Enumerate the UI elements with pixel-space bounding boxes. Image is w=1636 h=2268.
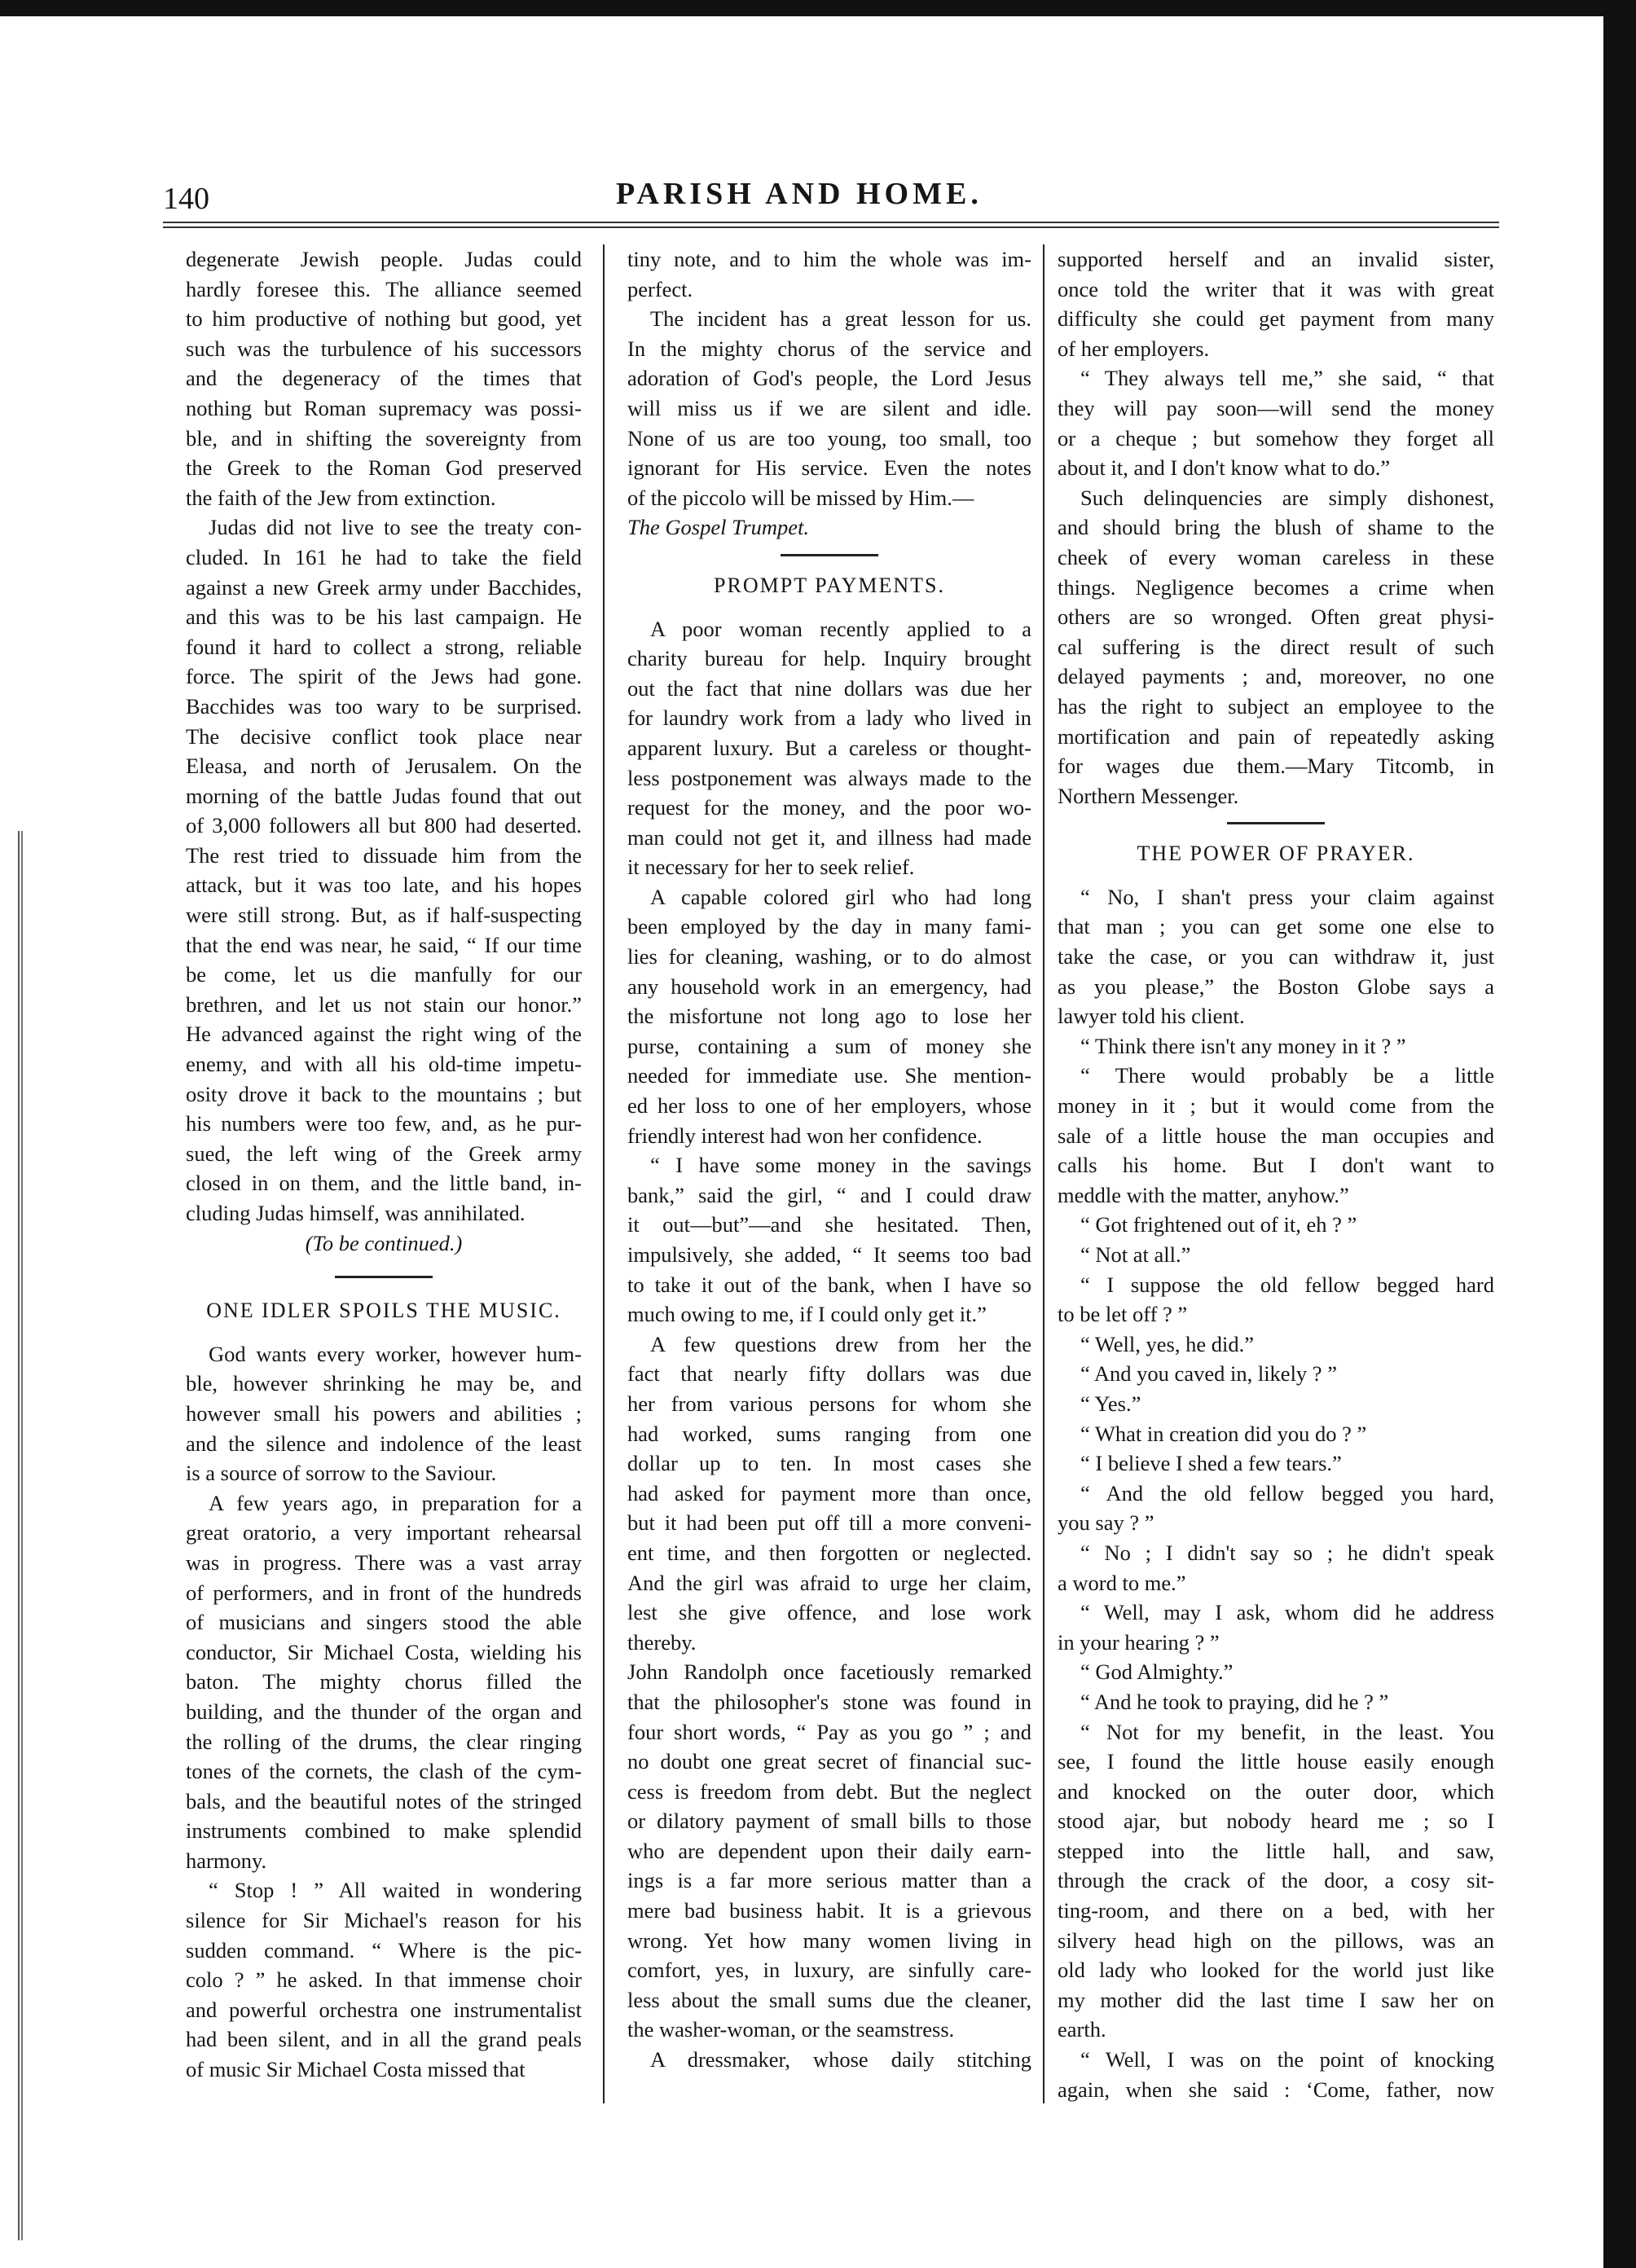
header-rule-double bbox=[163, 226, 1499, 228]
text-line: morning of the battle Judas found that out bbox=[186, 783, 582, 808]
scan-left-edge bbox=[18, 831, 24, 2240]
text-line: however small his powers and abilities ; bbox=[186, 1400, 582, 1426]
paragraph bbox=[627, 614, 1031, 882]
text-line: much owing to me, if I could only get it.” bbox=[627, 1302, 987, 1327]
text-line: calls his home. But I don't want to bbox=[1058, 1153, 1494, 1178]
section-separator bbox=[335, 1276, 433, 1278]
paragraph bbox=[627, 1150, 1031, 1330]
continued-note: (To be continued.) bbox=[305, 1230, 463, 1255]
paragraph bbox=[186, 244, 582, 512]
text-line: of music Sir Michael Costa missed that bbox=[186, 2057, 526, 2082]
text-line: had worked, sums ranging from one bbox=[627, 1421, 1031, 1446]
text-line: “ There would probably be a little bbox=[1080, 1063, 1494, 1088]
text-line: mere bad business habit. It is a grievous bbox=[627, 1898, 1031, 1923]
text-line: against a new Greek army under Bacchides, bbox=[186, 574, 582, 600]
text-line: sudden command. “ Where is the pic- bbox=[186, 1937, 582, 1963]
text-line: ignorant for His service. Even the notes bbox=[627, 455, 1031, 481]
article-heading: ONE IDLER SPOILS THE MUSIC. bbox=[206, 1299, 561, 1323]
paragraph bbox=[186, 1875, 582, 2084]
text-line: and powerful orchestra one instrumentalist bbox=[186, 1997, 582, 2022]
text-line: the rolling of the drums, the clear ringing bbox=[186, 1729, 582, 1754]
text-line: for wages due them.—Mary Titcomb, in bbox=[1058, 754, 1494, 779]
text-line: difficulty she could get payment from many bbox=[1058, 306, 1494, 332]
text-line: apparent luxury. But a careless or thought- bbox=[627, 735, 1031, 760]
text-line: “ Well, I was on the point of knocking bbox=[1080, 2047, 1494, 2072]
paragraph bbox=[1058, 1389, 1494, 1419]
text-line: instruments combined to make splendid bbox=[186, 1818, 582, 1844]
text-line: Such delinquencies are simply dishonest, bbox=[1080, 485, 1494, 510]
text-line: building, and the thunder of the organ and bbox=[186, 1699, 582, 1724]
paragraph bbox=[1058, 1598, 1494, 1657]
text-line: had been silent, and in all the grand peals bbox=[186, 2027, 582, 2052]
text-line: request for the money, and the poor wo- bbox=[627, 795, 1031, 820]
text-line: In the mighty chorus of the service and bbox=[627, 336, 1031, 361]
text-line: “ Think there isn't any money in it ? ” bbox=[1080, 1033, 1406, 1058]
text-line: “ And the old fellow begged you hard, bbox=[1080, 1480, 1494, 1505]
paragraph bbox=[1058, 1479, 1494, 1538]
page-header bbox=[163, 160, 1499, 225]
text-line: that the philosopher's stone was found in bbox=[627, 1689, 1031, 1714]
text-line: charity bureau for help. Inquiry brought bbox=[627, 646, 1031, 671]
text-line: ings is a far more serious matter than a bbox=[627, 1868, 1031, 1893]
text-line: friendly interest had won her confidence. bbox=[627, 1123, 983, 1148]
paragraph bbox=[1058, 2045, 1494, 2104]
text-line: enemy, and with all his old-time impetu- bbox=[186, 1052, 582, 1077]
text-line: nothing but Roman supremacy was possi- bbox=[186, 395, 582, 420]
running-head: PARISH AND HOME. bbox=[616, 177, 983, 211]
text-line: “ I have some money in the savings bbox=[650, 1153, 1031, 1178]
text-line: “ Got frightened out of it, eh ? ” bbox=[1080, 1212, 1357, 1237]
paragraph bbox=[627, 244, 1031, 304]
article-heading: THE POWER OF PRAYER. bbox=[1137, 842, 1415, 866]
text-line: supported herself and an invalid sister, bbox=[1058, 247, 1494, 271]
text-line: it necessary for her to seek relief. bbox=[627, 855, 915, 880]
paragraph bbox=[1058, 1448, 1494, 1479]
paragraph bbox=[1058, 1687, 1494, 1717]
text-line: and the silence and indolence of the least bbox=[186, 1431, 582, 1456]
paragraph bbox=[627, 1657, 1031, 2045]
text-line: of musicians and singers stood the able bbox=[186, 1610, 582, 1635]
text-line: tones of the cornets, the clash of the cym- bbox=[186, 1759, 582, 1784]
text-line: found it hard to collect a strong, reliable bbox=[186, 634, 582, 659]
text-line: A few questions drew from her the bbox=[650, 1331, 1031, 1356]
text-line: God wants every worker, however hum- bbox=[209, 1341, 582, 1366]
text-line: osity drove it back to the mountains ; but bbox=[186, 1081, 582, 1106]
text-line: my mother did the last time I saw her on bbox=[1058, 1987, 1494, 2012]
text-line: “ No, I shan't press your claim against bbox=[1080, 884, 1494, 909]
paragraph bbox=[1058, 1330, 1494, 1360]
text-line: such was the turbulence of his successors bbox=[186, 336, 582, 361]
text-line: money in it ; but it would come from the bbox=[1058, 1093, 1494, 1119]
text-line: earth. bbox=[1058, 2017, 1106, 2042]
text-line: through the crack of the door, a cosy sit- bbox=[1058, 1868, 1494, 1893]
text-line: they will pay soon—will send the money bbox=[1058, 395, 1494, 420]
text-line: her from various persons for whom she bbox=[627, 1391, 1031, 1416]
text-line: wrong. Yet how many women living in bbox=[627, 1927, 1031, 1953]
text-line: John Randolph once facetiously remarked bbox=[627, 1659, 1031, 1685]
text-line: and knocked on the outer door, which bbox=[1058, 1778, 1494, 1804]
text-line: had asked for payment more than once, bbox=[627, 1480, 1031, 1505]
text-line: ting-room, and there on a bed, with her bbox=[1058, 1898, 1494, 1923]
column-2 bbox=[627, 244, 1031, 2075]
text-line: of 3,000 followers all but 800 had deserted. bbox=[186, 813, 582, 838]
text-line: baton. The mighty chorus filled the bbox=[186, 1669, 582, 1694]
text-line: And the girl was afraid to urge her claim, bbox=[627, 1570, 1031, 1595]
paragraph bbox=[1058, 1240, 1494, 1270]
paragraph bbox=[1058, 1717, 1494, 2046]
text-line: the faith of the Jew from extinction. bbox=[186, 485, 496, 510]
column-rule bbox=[1043, 244, 1044, 2103]
text-line: of the piccolo will be missed by Him.— bbox=[627, 485, 974, 510]
text-line: The rest tried to dissuade him from the bbox=[186, 842, 582, 868]
text-line: “ Not at all.” bbox=[1080, 1242, 1191, 1267]
paragraph bbox=[627, 304, 1031, 512]
column-3 bbox=[1058, 244, 1494, 2104]
text-line: to be let off ? ” bbox=[1058, 1302, 1188, 1327]
text-line: less postponement was always made to the bbox=[627, 765, 1031, 790]
text-line: cheek of every woman careless in these bbox=[1058, 544, 1494, 569]
text-line: The decisive conflict took place near bbox=[186, 723, 582, 749]
text-line: “ God Almighty.” bbox=[1080, 1659, 1234, 1685]
text-line: been employed by the day in many fami- bbox=[627, 914, 1031, 939]
text-line: were still strong. But, as if half-suspecting bbox=[186, 903, 582, 928]
scan-right-border bbox=[1603, 0, 1636, 2268]
text-line: “ Well, yes, he did.” bbox=[1080, 1331, 1254, 1356]
text-line: force. The spirit of the Jews had gone. bbox=[186, 664, 582, 689]
text-line: lies for cleaning, washing, or to do almost bbox=[627, 944, 1031, 969]
paragraph bbox=[627, 1330, 1031, 1658]
text-line: cluded. In 161 he had to take the field bbox=[186, 544, 582, 569]
column-1 bbox=[186, 244, 582, 2085]
text-line: cess is freedom from debt. But the neglect bbox=[627, 1778, 1031, 1804]
text-line: fact that nearly fifty dollars was due bbox=[627, 1361, 1031, 1387]
text-line: has the right to subject an employee to the bbox=[1058, 693, 1494, 719]
text-line: “ I suppose the old fellow begged hard bbox=[1080, 1272, 1494, 1297]
text-line: colo ? ” he asked. In that immense choir bbox=[186, 1967, 582, 1993]
paragraph bbox=[1058, 1061, 1494, 1210]
text-line: out the fact that nine dollars was due her bbox=[627, 675, 1031, 701]
text-line: the Greek to the Roman God preserved bbox=[186, 455, 582, 481]
section-separator bbox=[781, 554, 878, 556]
text-line: will miss us if we are silent and idle. bbox=[627, 395, 1031, 420]
text-line: “ Yes.” bbox=[1080, 1391, 1141, 1416]
text-line: you say ? ” bbox=[1058, 1510, 1154, 1536]
text-line: perfect. bbox=[627, 276, 693, 301]
text-line: who are dependent upon their daily earn- bbox=[627, 1838, 1031, 1863]
text-line: Bacchides was too wary to be surprised. bbox=[186, 693, 582, 719]
text-line: ble, and in shifting the sovereignty from bbox=[186, 425, 582, 451]
text-line: sale of a little house the man occupies and bbox=[1058, 1123, 1494, 1148]
article-heading: PROMPT PAYMENTS. bbox=[714, 573, 945, 597]
text-line: He advanced against the right wing of the bbox=[186, 1022, 582, 1047]
paragraph bbox=[1058, 1419, 1494, 1449]
text-line: or a cheque ; but somehow they forget all bbox=[1058, 425, 1494, 451]
text-line: ed her loss to one of her employers, whose bbox=[627, 1093, 1031, 1119]
paragraph bbox=[1058, 1210, 1494, 1240]
text-line: and this was to be his last campaign. He bbox=[186, 604, 582, 630]
text-line: of performers, and in front of the hundreds bbox=[186, 1580, 582, 1605]
text-line: mortification and pain of repeatedly asking bbox=[1058, 723, 1494, 749]
text-line: silvery head high on the pillows, was an bbox=[1058, 1927, 1494, 1953]
paragraph bbox=[1058, 363, 1494, 482]
text-line: sued, the left wing of the Greek army bbox=[186, 1141, 582, 1166]
text-line: others are so wronged. Often great physi- bbox=[1058, 604, 1494, 630]
scan-top-border bbox=[0, 0, 1636, 16]
text-line: bals, and the beautiful notes of the stringed bbox=[186, 1788, 582, 1813]
text-line: “ I believe I shed a few tears.” bbox=[1080, 1451, 1342, 1476]
text-line: a word to me.” bbox=[1058, 1570, 1186, 1595]
text-line: lest she give offence, and lose work bbox=[627, 1600, 1031, 1625]
text-line: the washer-woman, or the seamstress. bbox=[627, 2017, 955, 2042]
text-line: things. Negligence becomes a crime when bbox=[1058, 574, 1494, 600]
text-line: dollar up to ten. In most cases she bbox=[627, 1451, 1031, 1476]
text-line: stood ajar, but nobody heard me ; so I bbox=[1058, 1809, 1494, 1834]
paragraph bbox=[1058, 1359, 1494, 1389]
text-line: “ No ; I didn't say so ; he didn't speak bbox=[1080, 1540, 1494, 1565]
paragraph bbox=[1058, 1538, 1494, 1598]
text-line: that the end was near, he said, “ If our time bbox=[186, 932, 582, 957]
paragraph bbox=[1058, 1657, 1494, 1687]
text-line: Northern Messenger. bbox=[1058, 783, 1239, 808]
paragraph bbox=[1058, 244, 1494, 363]
text-line: the misfortune not long ago to lose her bbox=[627, 1004, 1031, 1029]
text-line: as you please,” the Boston Globe says a bbox=[1058, 974, 1494, 999]
text-line: or dilatory payment of small bills to those bbox=[627, 1809, 1031, 1834]
text-line: A few years ago, in preparation for a bbox=[209, 1490, 582, 1515]
text-line: see, I found the little house easily enough bbox=[1058, 1749, 1494, 1774]
text-line: “ And he took to praying, did he ? ” bbox=[1080, 1689, 1389, 1714]
text-line: stepped into the little hall, and saw, bbox=[1058, 1838, 1494, 1863]
text-line: is a source of sorrow to the Saviour. bbox=[186, 1461, 497, 1486]
text-line: once told the writer that it was with great bbox=[1058, 276, 1494, 301]
text-line: A poor woman recently applied to a bbox=[650, 616, 1031, 641]
paragraph bbox=[1058, 1270, 1494, 1330]
text-line: but it had been put off till a more conveni- bbox=[627, 1510, 1031, 1536]
text-line: harmony. bbox=[186, 1848, 267, 1873]
text-line: degenerate Jewish people. Judas could bbox=[186, 247, 582, 271]
text-line: The incident has a great lesson for us. bbox=[650, 306, 1031, 332]
text-line: “ Stop ! ” All waited in wondering bbox=[209, 1878, 582, 1903]
text-line: four short words, “ Pay as you go ” ; and bbox=[627, 1719, 1031, 1744]
text-line: cluding Judas himself, was annihilated. bbox=[186, 1201, 526, 1225]
text-line: and the degeneracy of the times that bbox=[186, 366, 582, 391]
text-line: conductor, Sir Michael Costa, wielding his bbox=[186, 1639, 582, 1664]
text-line: “ Not for my benefit, in the least. You bbox=[1080, 1719, 1494, 1744]
text-line: Judas did not live to see the treaty con- bbox=[209, 515, 582, 540]
source-credit: The Gospel Trumpet. bbox=[627, 515, 810, 540]
text-line: ent time, and then forgotten or neglected. bbox=[627, 1540, 1031, 1565]
text-line: no doubt one great secret of financial suc- bbox=[627, 1749, 1031, 1774]
text-line: hardly foresee this. The alliance seemed bbox=[186, 276, 582, 301]
text-line: to take it out of the bank, when I have so bbox=[627, 1272, 1031, 1297]
text-line: be come, let us die manfully for our bbox=[186, 962, 582, 987]
paragraph bbox=[186, 1339, 582, 1488]
column-rule bbox=[603, 244, 605, 2103]
text-line: take the case, or you can withdraw it, just bbox=[1058, 944, 1494, 969]
text-line: needed for immediate use. She mention- bbox=[627, 1063, 1031, 1088]
paragraph bbox=[1058, 483, 1494, 811]
paragraph bbox=[627, 882, 1031, 1150]
text-line: silence for Sir Michael's reason for his bbox=[186, 1908, 582, 1933]
text-line: adoration of God's people, the Lord Jesus bbox=[627, 366, 1031, 391]
text-line: “ And you caved in, likely ? ” bbox=[1080, 1361, 1337, 1387]
paragraph bbox=[627, 2045, 1031, 2075]
text-line: lawyer told his client. bbox=[1058, 1004, 1245, 1029]
text-line: about it, and I don't know what to do.” bbox=[1058, 455, 1391, 481]
text-line: “ Well, may I ask, whom did he address bbox=[1080, 1600, 1494, 1625]
text-line: tiny note, and to him the whole was im- bbox=[627, 247, 1031, 271]
paragraph bbox=[1058, 1031, 1494, 1061]
text-line: brethren, and let us not stain our honor.” bbox=[186, 991, 582, 1017]
text-line: delayed payments ; and, moreover, no one bbox=[1058, 664, 1494, 689]
page-number: 140 bbox=[163, 182, 209, 216]
paragraph bbox=[186, 512, 582, 1228]
text-line: in your hearing ? ” bbox=[1058, 1629, 1220, 1655]
text-line: thereby. bbox=[627, 1629, 697, 1655]
text-line: impulsively, she added, “ It seems too bad bbox=[627, 1242, 1031, 1267]
text-line: “ They always tell me,” she said, “ that bbox=[1080, 366, 1494, 391]
text-line: purse, containing a sum of money she bbox=[627, 1033, 1031, 1058]
text-line: closed in on them, and the little band, in- bbox=[186, 1171, 582, 1196]
text-line: man could not get it, and illness had made bbox=[627, 824, 1031, 850]
text-line: any household work in an emergency, had bbox=[627, 974, 1031, 999]
text-line: meddle with the matter, anyhow.” bbox=[1058, 1182, 1349, 1207]
text-line: and should bring the blush of shame to the bbox=[1058, 515, 1494, 540]
paragraph bbox=[1058, 882, 1494, 1031]
text-line: None of us are too young, too small, too bbox=[627, 425, 1031, 451]
text-line: ble, however shrinking he may be, and bbox=[186, 1371, 582, 1396]
text-line: for laundry work from a lady who lived in bbox=[627, 705, 1031, 731]
text-line: “ What in creation did you do ? ” bbox=[1080, 1421, 1367, 1446]
text-line: that man ; you can get some one else to bbox=[1058, 914, 1494, 939]
text-line: attack, but it was too late, and his hopes bbox=[186, 872, 582, 898]
text-line: again, when she said : ‘Come, father, now bbox=[1058, 2077, 1494, 2102]
section-separator bbox=[1227, 822, 1325, 824]
text-line: comfort, yes, in luxury, are sinfully care- bbox=[627, 1958, 1031, 1983]
text-line: bank,” said the girl, “ and I could draw bbox=[627, 1182, 1031, 1207]
text-line: less about the small sums due the cleaner, bbox=[627, 1987, 1031, 2012]
text-line: Eleasa, and north of Jerusalem. On the bbox=[186, 754, 582, 779]
header-rule bbox=[163, 222, 1499, 223]
text-line: it out—but”—and she hesitated. Then, bbox=[627, 1212, 1031, 1237]
text-line: A capable colored girl who had long bbox=[650, 884, 1031, 909]
text-line: cal suffering is the direct result of such bbox=[1058, 634, 1494, 659]
text-line: was in progress. There was a vast array bbox=[186, 1549, 582, 1575]
text-line: old lady who looked for the world just like bbox=[1058, 1958, 1494, 1983]
text-line: to him productive of nothing but good, yet bbox=[186, 306, 582, 332]
text-line: A dressmaker, whose daily stitching bbox=[650, 2047, 1031, 2072]
text-line: his numbers were too few, and, as he pur- bbox=[186, 1111, 582, 1136]
text-line: great oratorio, a very important rehearsal bbox=[186, 1520, 582, 1545]
paragraph bbox=[186, 1488, 582, 1876]
text-line: of her employers. bbox=[1058, 336, 1210, 361]
